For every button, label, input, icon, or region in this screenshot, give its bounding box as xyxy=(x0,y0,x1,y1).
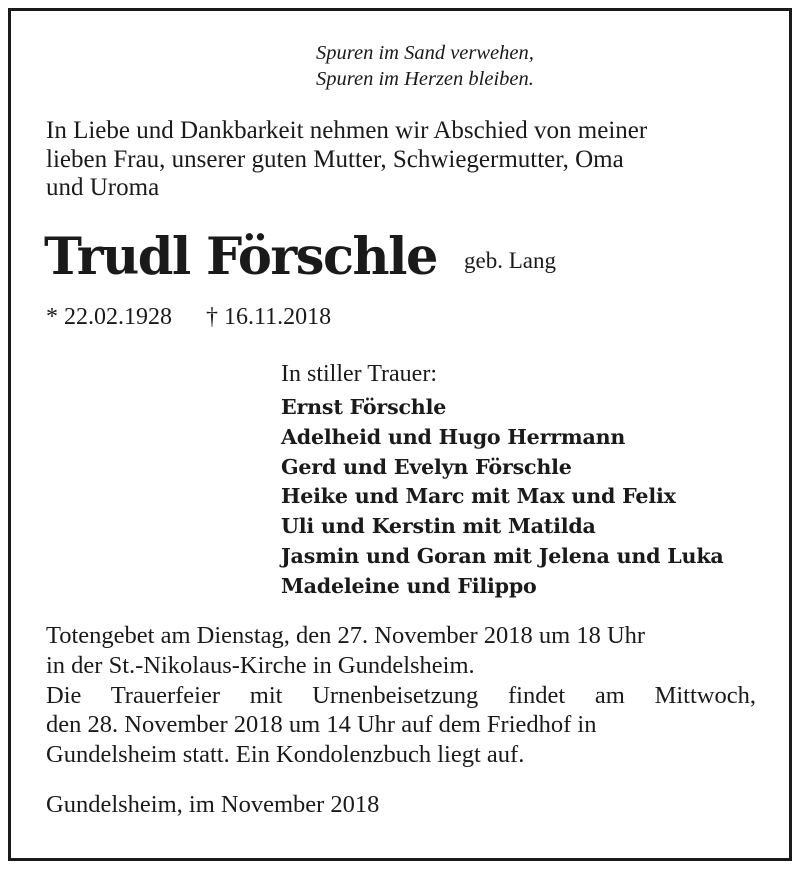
maiden-name: geb. Lang xyxy=(464,248,557,273)
service-details xyxy=(46,621,756,770)
deceased-heading xyxy=(44,222,556,292)
mourners-block xyxy=(281,359,724,602)
mourner-entry: Heike und Marc mit Max und Felix xyxy=(281,484,676,509)
motto-line: Spuren im Sand verwehen, xyxy=(316,42,534,64)
mourner-entry: Gerd und Evelyn Förschle xyxy=(281,454,572,479)
intro-text xyxy=(46,117,647,203)
mourner-entry: Jasmin und Goran mit Jelena und Luka xyxy=(281,543,724,568)
mourning-label: In stiller Trauer: xyxy=(281,361,437,387)
mourner-entry: Ernst Förschle xyxy=(281,395,447,419)
mourner-entry: Adelheid und Hugo Herrmann xyxy=(281,424,626,449)
service-line: den 28. November 2018 um 14 Uhr auf dem Friedhof in xyxy=(46,711,597,739)
place-date: Gundelsheim, im November 2018 xyxy=(46,791,380,818)
service-line: Totengebet am Dienstag, den 27. November 2018 um 18 Uhr xyxy=(46,622,646,649)
service-line: in der St.-Nikolaus-Kirche in Gundelsheim. xyxy=(46,651,475,679)
mourner-entry: Madeleine und Filippo xyxy=(281,573,537,598)
birth-date: * 22.02.1928 xyxy=(46,304,172,330)
mourner-entry: Uli und Kerstin mit Matilda xyxy=(281,514,596,539)
life-dates xyxy=(46,301,331,333)
service-line: Die Trauerfeier mit Urnenbeisetzung findet am Mittwoch, xyxy=(46,681,756,709)
intro-line: In Liebe und Dankbarkeit nehmen wir Abschied von meiner xyxy=(46,117,648,144)
intro-line: und Uroma xyxy=(46,174,160,201)
intro-line: lieben Frau, unserer guten Mutter, Schwiegermutter, Oma xyxy=(46,145,624,173)
motto-verse xyxy=(316,40,534,92)
service-line: Gundelsheim statt. Ein Kondolenzbuch liegt auf. xyxy=(46,741,525,769)
motto-line: Spuren im Herzen bleiben. xyxy=(316,68,534,90)
death-date: † 16.11.2018 xyxy=(206,304,332,330)
deceased-name: Trudl Förschle xyxy=(44,227,437,287)
mourners-list xyxy=(281,393,724,602)
